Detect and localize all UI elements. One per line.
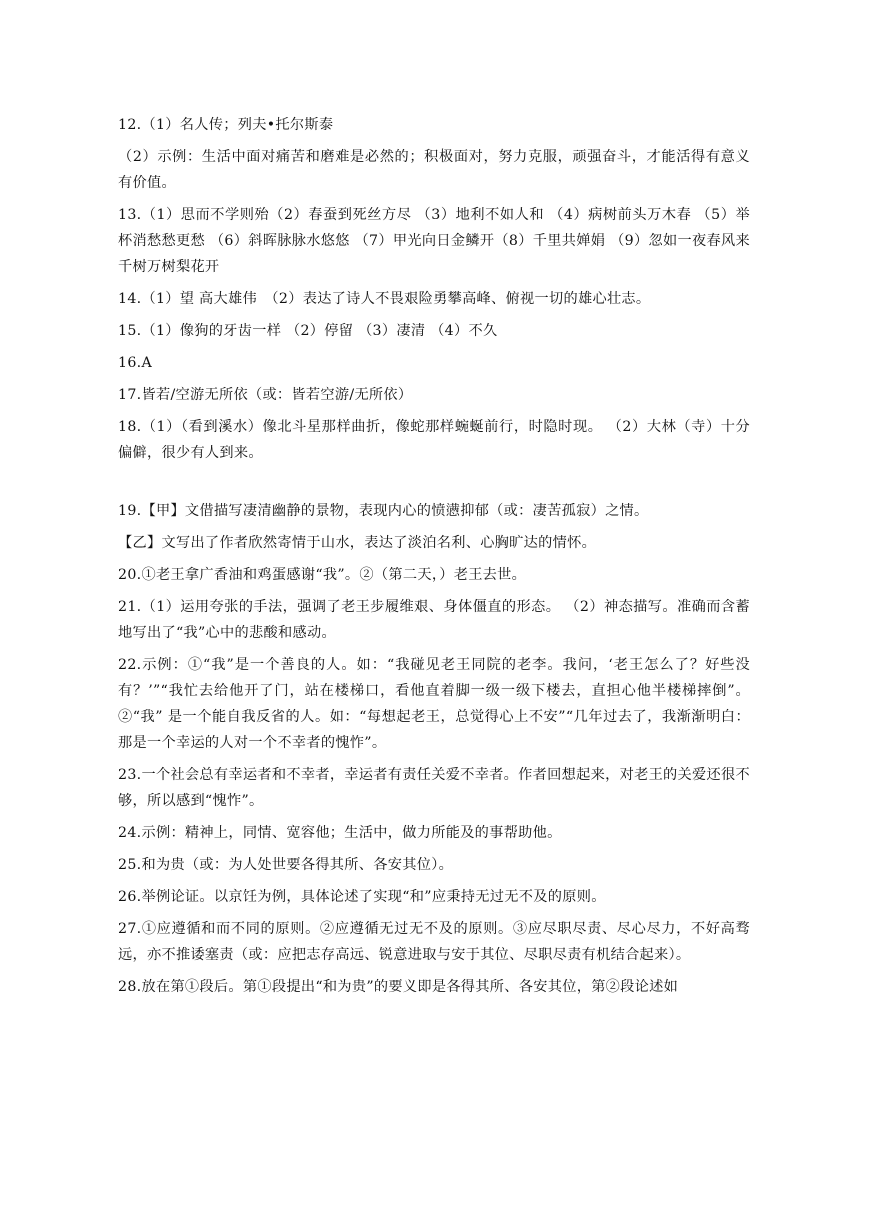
answer-15: 15.（1）像狗的牙齿一样 （2）停留 （3）凄清 （4）不久 (118, 323, 498, 339)
blank-line (118, 472, 750, 498)
answer-27: 27.①应遵循和而不同的原则。②应遵循无过无不及的原则。③应尽职尽责、尽心尽力，不好高骛远，亦不推诿塞责（或：应把志存高远、锐意进取与安于其位、尽职尽责有机结合起来）。 (118, 921, 750, 963)
answer-18: 18.（1）（看到溪水）像北斗星那样曲折，像蛇那样蜿蜒前行，时隐时现。 （2）大林（寺）十分偏僻，很少有人到来。 (118, 419, 751, 461)
answer-17: 17.皆若/空游无所依（或：皆若空游/无所依） (118, 387, 413, 403)
answer-12-2: （2）示例：生活中面对痛苦和磨难是必然的；积极面对，努力克服，顽强奋斗，才能活得有意义有价值。 (118, 149, 750, 191)
answer-12-1: 12.（1）名人传；列夫•托尔斯泰 (118, 117, 334, 133)
answer-19-jia: 19.【甲】文借描写凄清幽静的景物，表现内心的愤懑抑郁（或：凄苦孤寂）之情。 (118, 503, 649, 519)
answer-21: 21.（1）运用夸张的手法，强调了老王步履维艰、身体僵直的形态。 （2）神态描写。准确而含蓄地写出了“我”心中的悲酸和感动。 (118, 599, 750, 641)
answer-19-yi: 【乙】文写出了作者欣然寄情于山水，表达了淡泊名利、心胸旷达的情怀。 (118, 535, 597, 551)
answer-24: 24.示例：精神上，同情、宽容他；生活中，做力所能及的事帮助他。 (118, 825, 562, 841)
answer-16: 16.A (118, 355, 153, 371)
answer-13: 13.（1）思而不学则殆（2）春蚕到死丝方尽 （3）地利不如人和 （4）病树前头万木春 （5）举杯消愁愁更愁 （6）斜晖脉脉水悠悠 （7）甲光向日金鳞开（8）千里共婵娟 （9）忽如一夜春风来 千树万树梨花开 (118, 207, 750, 275)
answer-25: 25.和为贵（或：为人处世要各得其所、各安其位）。 (118, 857, 454, 873)
answer-26: 26.举例论证。以京饪为例，具体论述了实现“和”应秉持无过无不及的原则。 (118, 889, 606, 905)
answer-23: 23.一个社会总有幸运者和不幸者，幸运者有责任关爱不幸者。作者回想起来，对老王的关爱还很不够，所以感到“愧怍”。 (118, 767, 750, 809)
document-body (118, 112, 750, 1006)
answer-14: 14.（1）望 高大雄伟 （2）表达了诗人不畏艰险勇攀高峰、俯视一切的雄心壮志。 (118, 291, 651, 307)
answer-28: 28.放在第①段后。第①段提出“和为贵”的要义即是各得其所、各安其位，第②段论述如 (118, 979, 679, 995)
answer-20: 20.①老王拿广香油和鸡蛋感谢“我”。②（第二天，）老王去世。 (118, 567, 527, 583)
answer-22: 22.示例：①“我”是一个善良的人。如：“我碰见老王同院的老李。我问，‘老王怎么了？好些没有？’”“我忙去给他开了门，站在楼梯口，看他直着脚一级一级下楼去，直担心他半楼梯摔倒”。②“我” 是一个能自我反省的人。如：“每想起老王，总觉得心上不安”“几年过去了，我渐渐明白：那是一个幸运的人对一个不幸者的愧怍”。 (118, 657, 750, 751)
